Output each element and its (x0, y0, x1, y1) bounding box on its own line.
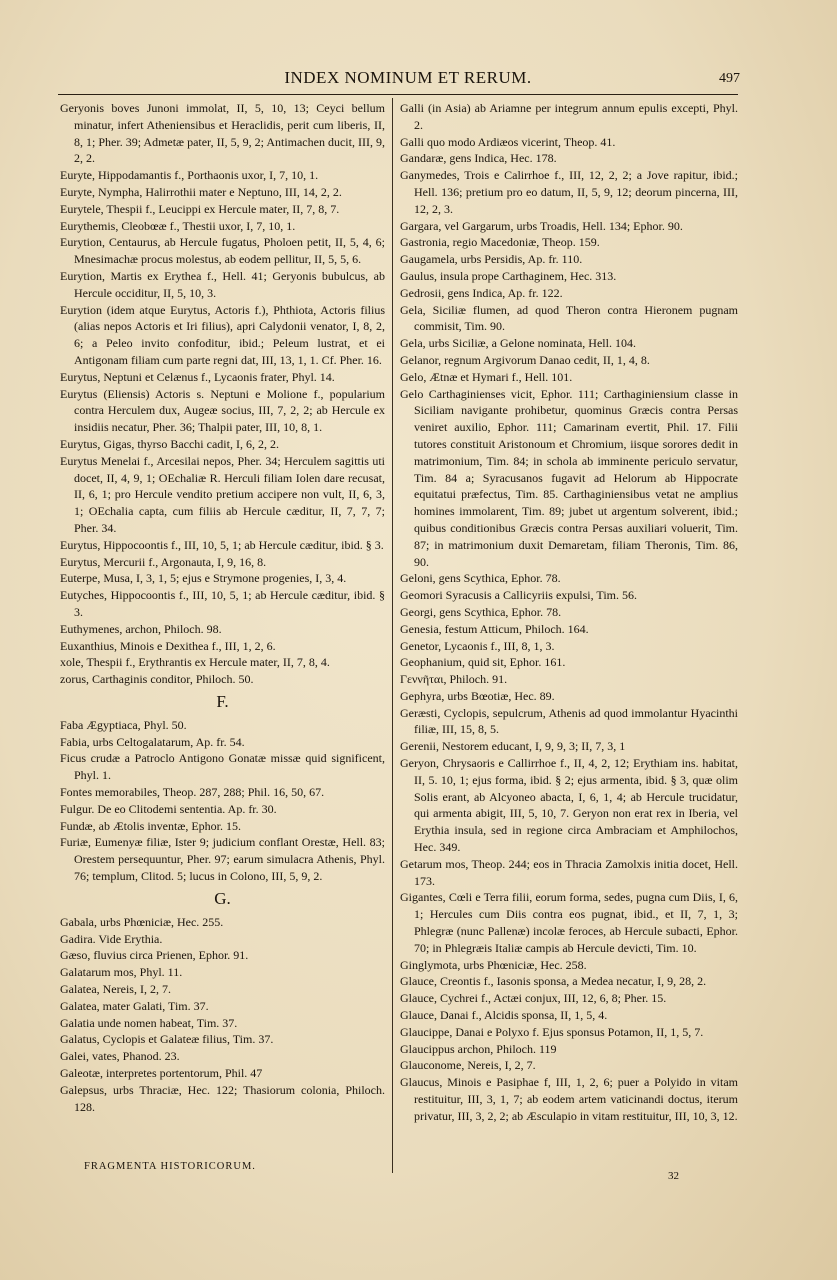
index-entry: Ganymedes, Trois e Calirrhoe f., III, 12, 2, 2; a Jove rapitur, ibid.; Hell. 136; pretium pro eo datum, II, 5, 9, 12; deorum pincerna, III, 12, 2, 3. (400, 168, 738, 216)
left-index-column (60, 100, 385, 1115)
index-entry: Glauce, Creontis f., Iasonis sponsa, a Medea necatur, I, 9, 28, 2. (400, 974, 707, 989)
index-entry: Eurytion, Centaurus, ab Hercule fugatus, Pholoen petit, II, 5, 4, 6; Mnesimachæ procus molestus, ab eodem pellitur, II, 5, 5, 6. (60, 235, 385, 267)
index-entry: Glauce, Danai f., Alcidis sponsa, II, 1, 5, 4. (400, 1008, 608, 1023)
index-entry: Ginglymota, urbs Phœniciæ, Hec. 258. (400, 957, 587, 972)
signature-mark: 32 (668, 1170, 679, 1182)
index-entry: Gæso, fluvius circa Prienen, Ephor. 91. (60, 948, 249, 963)
index-entry: Eutyches, Hippocoontis f., III, 10, 5, 1; ab Hercule cæditur, ibid. § 3. (60, 588, 385, 619)
index-entry: Gelanor, regnum Argivorum Danao cedit, II, 1, 4, 8. (400, 352, 650, 367)
index-entry: Eurytus Menelai f., Arcesilai nepos, Pher. 34; Herculem sagittis uti docet, II, 4, 9, 1; OEchaliæ R. Herculi filiam Iolen dare recusat, II, 6, 1; pro Hercule vendito pretium accipere non vult, II, 6, 3, 1; OEchalia capta, cum filiis ab Hercule cæditur, II, 7, 7, 7; Pher. 34. (60, 453, 385, 535)
index-entry: Geomori Syracusis a Callicyriis expulsi, Tim. 56. (400, 588, 637, 603)
index-entry: Glauce, Cychrei f., Actæi conjux, III, 12, 6, 8; Pher. 15. (400, 991, 667, 1006)
index-entry: Euthymenes, archon, Philoch. 98. (60, 621, 222, 636)
index-entry: Gelo, Ætnæ et Hymari f., Hell. 101. (400, 369, 573, 384)
right-index-column (400, 100, 738, 1125)
index-entry: Galatus, Cyclopis et Galateæ filius, Tim. 37. (60, 1032, 274, 1047)
index-entry: Galatarum mos, Phyl. 11. (60, 965, 183, 980)
index-entry: Gigantes, Cœli e Terra filii, eorum forma, sedes, pugna cum Diis, I, 6, 1; Hercules cum Diis contra eos pugnat, ibid., et II, 7, 1, 3; Phlegræ (nunc Pallenæ) incolæ feroces, ab Hercule subacti, Ephor. 70; in Phlegræis Italiæ campis ab Hercule devicti, Tim. 10. (400, 890, 738, 955)
index-entry: Eurytus, Gigas, thyrso Bacchi cadit, I, 6, 2, 2. (60, 436, 279, 451)
index-entry: Gabala, urbs Phœniciæ, Hec. 255. (60, 914, 224, 929)
index-entry: Eurytus, Hippocoontis f., III, 10, 5, 1; ab Hercule cæditur, ibid. § 3. (60, 537, 384, 552)
index-entry: Eurytus, Neptuni et Celænus f., Lycaonis frater, Phyl. 14. (60, 369, 335, 384)
index-entry: Γεννῆται, Philoch. 91. (400, 672, 508, 687)
index-entry: Getarum mos, Theop. 244; eos in Thracia Zamolxis initia docet, Hell. 173. (400, 856, 738, 888)
index-entry: Gedrosii, gens Indica, Ap. fr. 122. (400, 285, 563, 300)
index-entry: Glauconome, Nereis, I, 2, 7. (400, 1058, 536, 1073)
footer-running-title: FRAGMENTA HISTORICORUM. (84, 1161, 256, 1172)
index-entry: Eurytion, Martis ex Erythea f., Hell. 41; Geryonis bubulcus, ab Hercule occiditur, II, 5, 10, 3. (60, 268, 385, 300)
index-entry: Ficus crudæ a Patroclo Antigono Gonatæ missæ quid significent, Phyl. 1. (60, 751, 385, 783)
index-entry: Geryon, Chrysaoris e Callirrhoe f., II, 4, 2, 12; Erythiam ins. habitat, II, 5. 10, 1; ejus forma, ibid. § 2; ejus armenta, ibid. § 3, quæ olim Solis erant, ab Alcyoneo abacta, I, 6, 1, 4; ab Hercule trucidatur, qui armenta abigit, III, 5, 10, 7. Geryon non erat rex in Iberia, vel Erythia insula, sed in regione circa Ambraciam et Amphilochos, Hec. 349. (400, 756, 738, 855)
index-entry: Genetor, Lycaonis f., III, 8, 1, 3. (400, 638, 555, 653)
index-entry: Glaucippus archon, Philoch. 119 (400, 1041, 557, 1056)
index-entry: Geophanium, quid sit, Ephor. 161. (400, 655, 566, 670)
index-entry: Fabia, urbs Celtogalatarum, Ap. fr. 54. (60, 734, 245, 749)
index-entry: Genesia, festum Atticum, Philoch. 164. (400, 621, 589, 636)
index-entry: Faba Ægyptiaca, Phyl. 50. (60, 717, 187, 732)
index-entry: Gandaræ, gens Indica, Hec. 178. (400, 151, 557, 166)
index-entry: Fundæ, ab Ætolis inventæ, Ephor. 15. (60, 818, 242, 833)
index-entry: Eurytus, Mercurii f., Argonauta, I, 9, 16, 8. (60, 554, 267, 569)
index-entry: Fulgur. De eo Clitodemi sententia. Ap. fr. 30. (60, 801, 277, 816)
index-entry: Galli (in Asia) ab Ariamne per integrum annum epulis excepti, Phyl. 2. (400, 101, 738, 132)
index-entry: Gaugamela, urbs Persidis, Ap. fr. 110. (400, 252, 583, 267)
index-entry: Gastronia, regio Macedoniæ, Theop. 159. (400, 235, 600, 250)
index-entry: xole, Thespii f., Erythrantis ex Hercule mater, II, 7, 8, 4. (60, 655, 330, 670)
index-entry: Eurythemis, Cleobœæ f., Thestii uxor, I, 7, 10, 1. (60, 218, 296, 233)
index-entry: Georgi, gens Scythica, Ephor. 78. (400, 604, 562, 619)
index-entry: Fontes memorabiles, Theop. 287, 288; Phil. 16, 50, 67. (60, 785, 325, 800)
index-entry: Gaulus, insula prope Carthaginem, Hec. 313. (400, 268, 617, 283)
column-divider (392, 98, 393, 1173)
index-entry: Furiæ, Eumenyæ filiæ, Ister 9; judicium conflant Orestæ, Hell. 83; Orestem persequuntur, Pher. 97; earum simulacra Athenis, Phyl. 76; templum, Clitod. 5; lucus in Colono, III, 5, 9, 2. (60, 835, 385, 884)
index-entry: Gephyra, urbs Bœotiæ, Hec. 89. (400, 688, 555, 703)
index-entry: Glaucippe, Danai e Polyxo f. Ejus sponsus Potamon, II, 1, 5, 7. (400, 1024, 704, 1039)
index-entry: Geryonis boves Junoni immolat, II, 5, 10, 13; Ceyci bellum minatur, infert Atheniensibus et Heraclidis, perit cum liberis, II, 8, 1; Pher. 39; Admetæ pater, II, 5, 9, 2; Antimachen ducit, III, 9, 2, 2. (60, 101, 385, 166)
index-entry: Geloni, gens Scythica, Ephor. 78. (400, 571, 561, 586)
index-entry: Euxanthius, Minois e Dexithea f., III, 1, 2, 6. (60, 638, 276, 653)
index-entry: Eurytion (idem atque Eurytus, Actoris f.), Phthiota, Actoris filius (alias nepos Actoris et Iri filius), apri Calydonii venator, I, 8, 2, 6; a Peleo invito confoditur, ibid.; Peleum lustrat, et ei Antigonam filiam cum parte regni dat, III, 13, 1, 1. Cf. Pher. 16. (60, 302, 385, 367)
index-entry: Eurytele, Thespii f., Leucippi ex Hercule mater, II, 7, 8, 7. (60, 201, 340, 216)
index-entry: Eurytus (Eliensis) Actoris s. Neptuni e Molione f., popularium contra Herculem dux, Augeæ socius, III, 7, 2, 2; ab Hercule ex insidiis necatur, Pher. 36; Thalpii pater, III, 10, 8, 1. (60, 386, 385, 435)
index-entry: Galatea, Nereis, I, 2, 7. (60, 982, 171, 997)
index-entry: Gela, urbs Siciliæ, a Gelone nominata, Hell. 104. (400, 336, 636, 351)
index-entry: Gela, Siciliæ flumen, ad quod Theron contra Hieronem pugnam commisit, Tim. 90. (400, 302, 738, 334)
header-rule (58, 94, 738, 95)
index-entry: Geræsti, Cyclopis, sepulcrum, Athenis ad quod immolantur Hyacinthi filiæ, III, 15, 8, 5. (400, 705, 738, 737)
index-entry: Galatea, mater Galati, Tim. 37. (60, 998, 209, 1013)
index-entry: Gelo Carthaginienses vicit, Ephor. 111; Carthaginiensium classe in Siciliam navigante prohibetur, quominus Græcis contra Persas veniret auxilio, Ephor. 111; Camarinam evertit, Phil. 17. Filii tutores constituit Aristonoum et Chromium, iisque sorores dedit in matrimonium, Tim. 84; in schola ab imminente periculo servatur, Tim. 84 a; Syracusanos fugavit ad Helorum ab Hippocrate equitatui præfectus, Tim. 85. Carthaginiensibus vetat ne amplius homines immolarent, Tim. 89; jubet ut argentum solverent, ibid.; quibus conditionibus Græcis contra Persas auxiliari voluerit, Tim. 87; in matrimonium duxit Demaretam, filiam Theronis, Tim. 86, 90. (400, 386, 738, 569)
page-number: 497 (719, 71, 740, 86)
index-entry: Gargara, vel Gargarum, urbs Troadis, Hell. 134; Ephor. 90. (400, 218, 683, 233)
index-entry: zorus, Carthaginis conditor, Philoch. 50. (60, 672, 254, 687)
index-entry: Euterpe, Musa, I, 3, 1, 5; ejus e Strymone progenies, I, 3, 4. (60, 571, 347, 586)
index-entry: Galei, vates, Phanod. 23. (60, 1049, 180, 1064)
index-entry: Gerenii, Nestorem educant, I, 9, 9, 3; II, 7, 3, 1 (400, 739, 626, 754)
index-entry: Gadira. Vide Erythia. (60, 931, 163, 946)
section-letter: F. (216, 691, 229, 711)
index-entry: Euryte, Nympha, Halirrothii mater e Neptuno, III, 14, 2, 2. (60, 184, 342, 199)
page-header-title: INDEX NOMINUM ET RERUM. (284, 68, 532, 87)
index-entry: Euryte, Hippodamantis f., Porthaonis uxor, I, 7, 10, 1. (60, 168, 319, 183)
section-letter: G. (214, 888, 231, 908)
index-entry: Galli quo modo Ardiæos vicerint, Theop. 41. (400, 134, 616, 149)
index-entry: Glaucus, Minois e Pasiphae f, III, 1, 2, 6; puer a Polyido in vitam restituitur, III, 3, 1, 7; ab eodem artem vaticinandi doctus, iterum privatur, III, 3, 2, 2; ab Æsculapio in vitam restituitur, III, 10, 3, 12. (400, 1075, 738, 1123)
index-entry: Galepsus, urbs Thraciæ, Hec. 122; Thasiorum colonia, Philoch. 128. (60, 1082, 385, 1114)
index-entry: Galeotæ, interpretes portentorum, Phil. 47 (60, 1066, 263, 1081)
index-entry: Galatia unde nomen habeat, Tim. 37. (60, 1015, 238, 1030)
